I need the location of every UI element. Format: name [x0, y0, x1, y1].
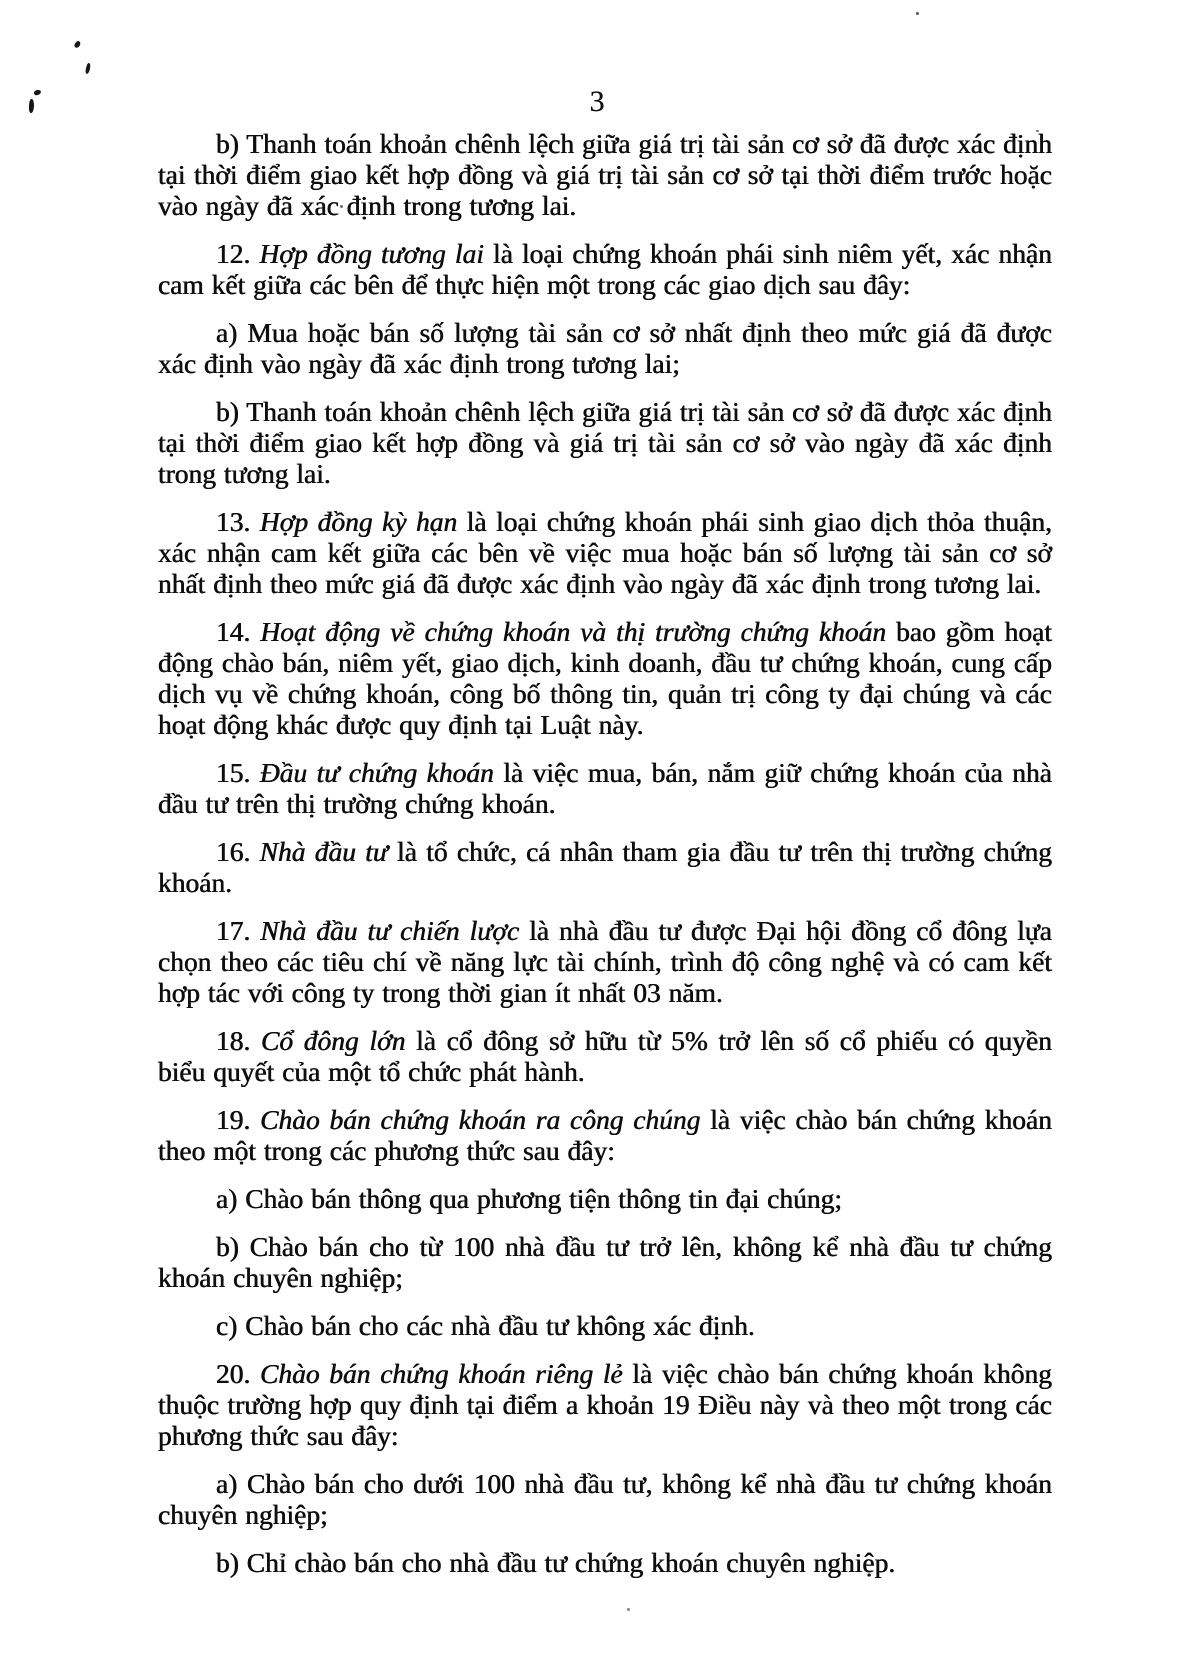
paragraph-text: b) Thanh toán khoản chênh lệch giữa giá trị tài sản cơ sở đã được xác định tại thời điểm giao kết hợp đồng và giá trị tài sản cơ sở tại thời điểm trước hoặc vào ngày đã xác định trong tương lai. — [158, 128, 1052, 221]
paragraph-6 — [158, 616, 1052, 740]
paragraph-text: là loại chứng khoán phái sinh niêm yết, xác nhận cam kết giữa các bên để thực hiện một trong các giao dịch sau đây: — [158, 238, 1052, 300]
defined-term: Chào bán chứng khoán ra công chúng — [260, 1104, 701, 1135]
defined-term: Chào bán chứng khoán riêng lẻ — [260, 1358, 623, 1389]
paragraph-text: b) Chỉ chào bán cho nhà đầu tư chứng khoán chuyên nghiệp. — [216, 1547, 896, 1578]
defined-term: Đầu tư chứng khoán — [259, 757, 494, 788]
paragraph-12 — [158, 1183, 1052, 1214]
paragraph-9 — [158, 915, 1052, 1008]
paragraph-text: 17. — [216, 915, 261, 946]
page-number: 3 — [589, 85, 605, 118]
defined-term: Cổ đông lớn — [261, 1025, 406, 1056]
paragraph-4 — [158, 396, 1052, 489]
paragraph-text: 13. — [216, 506, 260, 537]
paragraph-text: là việc mua, bán, nắm giữ chứng khoán của nhà đầu tư trên thị trường chứng khoán. — [158, 757, 1053, 819]
paragraph-text: là tổ chức, cá nhân tham gia đầu tư trên thị trường chứng khoán. — [158, 836, 1052, 898]
paragraph-text: a) Chào bán thông qua phương tiện thông tin đại chúng; — [216, 1183, 843, 1214]
paragraph-text: b) Thanh toán khoản chênh lệch giữa giá trị tài sản cơ sở đã được xác định tại thời điểm giao kết hợp đồng và giá trị tài sản cơ sở vào ngày đã xác định trong tương lai. — [158, 396, 1052, 489]
paragraph-text: 20. — [216, 1358, 261, 1389]
defined-term: Hợp đồng tương lai — [259, 238, 484, 269]
paragraph-text: là việc chào bán chứng khoán không thuộc trường hợp quy định tại điểm a khoản 19 Điều này và theo một trong các phương thức sau đây: — [158, 1358, 1052, 1451]
paragraph-10 — [158, 1025, 1052, 1087]
document-body — [158, 128, 1052, 1595]
paragraph-text: 19. — [216, 1104, 261, 1135]
paragraph-3 — [158, 317, 1052, 379]
paragraph-2 — [158, 238, 1052, 300]
paragraph-8 — [158, 836, 1052, 898]
paragraph-text: là loại chứng khoán phái sinh giao dịch thỏa thuận, xác nhận cam kết giữa các bên về việc mua hoặc bán số lượng tài sản cơ sở nhất định theo mức giá đã được xác định vào ngày đã xác định trong tương lai. — [158, 506, 1053, 599]
defined-term: Nhà đầu tư — [259, 836, 388, 867]
paragraph-text: là cổ đông sở hữu từ 5% trở lên số cổ phiếu có quyền biểu quyết của một tổ chức phát hành. — [158, 1025, 1053, 1087]
paragraph-17 — [158, 1547, 1052, 1578]
paragraph-1 — [158, 128, 1052, 221]
defined-term: Hợp đồng kỳ hạn — [259, 506, 458, 537]
paragraph-text: a) Chào bán cho dưới 100 nhà đầu tư, không kể nhà đầu tư chứng khoán chuyên nghiệp; — [158, 1468, 1052, 1530]
defined-term: Hoạt động về chứng khoán và thị trường chứng khoán — [260, 616, 887, 647]
paragraph-text: là nhà đầu tư được Đại hội đồng cổ đông lựa chọn theo các tiêu chí về năng lực tài chính, trình độ công nghệ và có cam kết hợp tác với công ty trong thời gian ít nhất 03 năm. — [158, 915, 1053, 1008]
paragraph-text: bao gồm hoạt động chào bán, niêm yết, giao dịch, kinh doanh, đầu tư chứng khoán, cung cấp dịch vụ về chứng khoán, công bố thông tin, quản trị công ty đại chúng và các hoạt động khác được quy định tại Luật này. — [158, 616, 1052, 740]
paragraph-14 — [158, 1310, 1052, 1341]
paragraph-text: 15. — [216, 757, 260, 788]
paragraph-7 — [158, 757, 1052, 819]
paragraph-text: 12. — [216, 238, 260, 269]
defined-term: Nhà đầu tư chiến lược — [260, 915, 520, 946]
paragraph-text: 14. — [216, 616, 261, 647]
paragraph-5 — [158, 506, 1052, 599]
paragraph-text: 18. — [216, 1025, 262, 1056]
scan-speck — [916, 12, 919, 15]
scan-speck — [627, 1608, 630, 1611]
paragraph-text: 16. — [216, 836, 260, 867]
scan-speck — [85, 63, 92, 75]
paragraph-13 — [158, 1231, 1052, 1293]
scan-speck — [73, 40, 81, 49]
paragraph-text: là việc chào bán chứng khoán theo một trong các phương thức sau đây: — [158, 1104, 1052, 1166]
paragraph-text: c) Chào bán cho các nhà đầu tư không xác định. — [216, 1310, 755, 1341]
paragraph-text: b) Chào bán cho từ 100 nhà đầu tư trở lên, không kể nhà đầu tư chứng khoán chuyên nghiệp; — [158, 1231, 1052, 1293]
paragraph-16 — [158, 1468, 1052, 1530]
paragraph-text: a) Mua hoặc bán số lượng tài sản cơ sở nhất định theo mức giá đã được xác định vào ngày đã xác định trong tương lai; — [158, 317, 1052, 379]
paragraph-11 — [158, 1104, 1052, 1166]
paragraph-15 — [158, 1358, 1052, 1451]
